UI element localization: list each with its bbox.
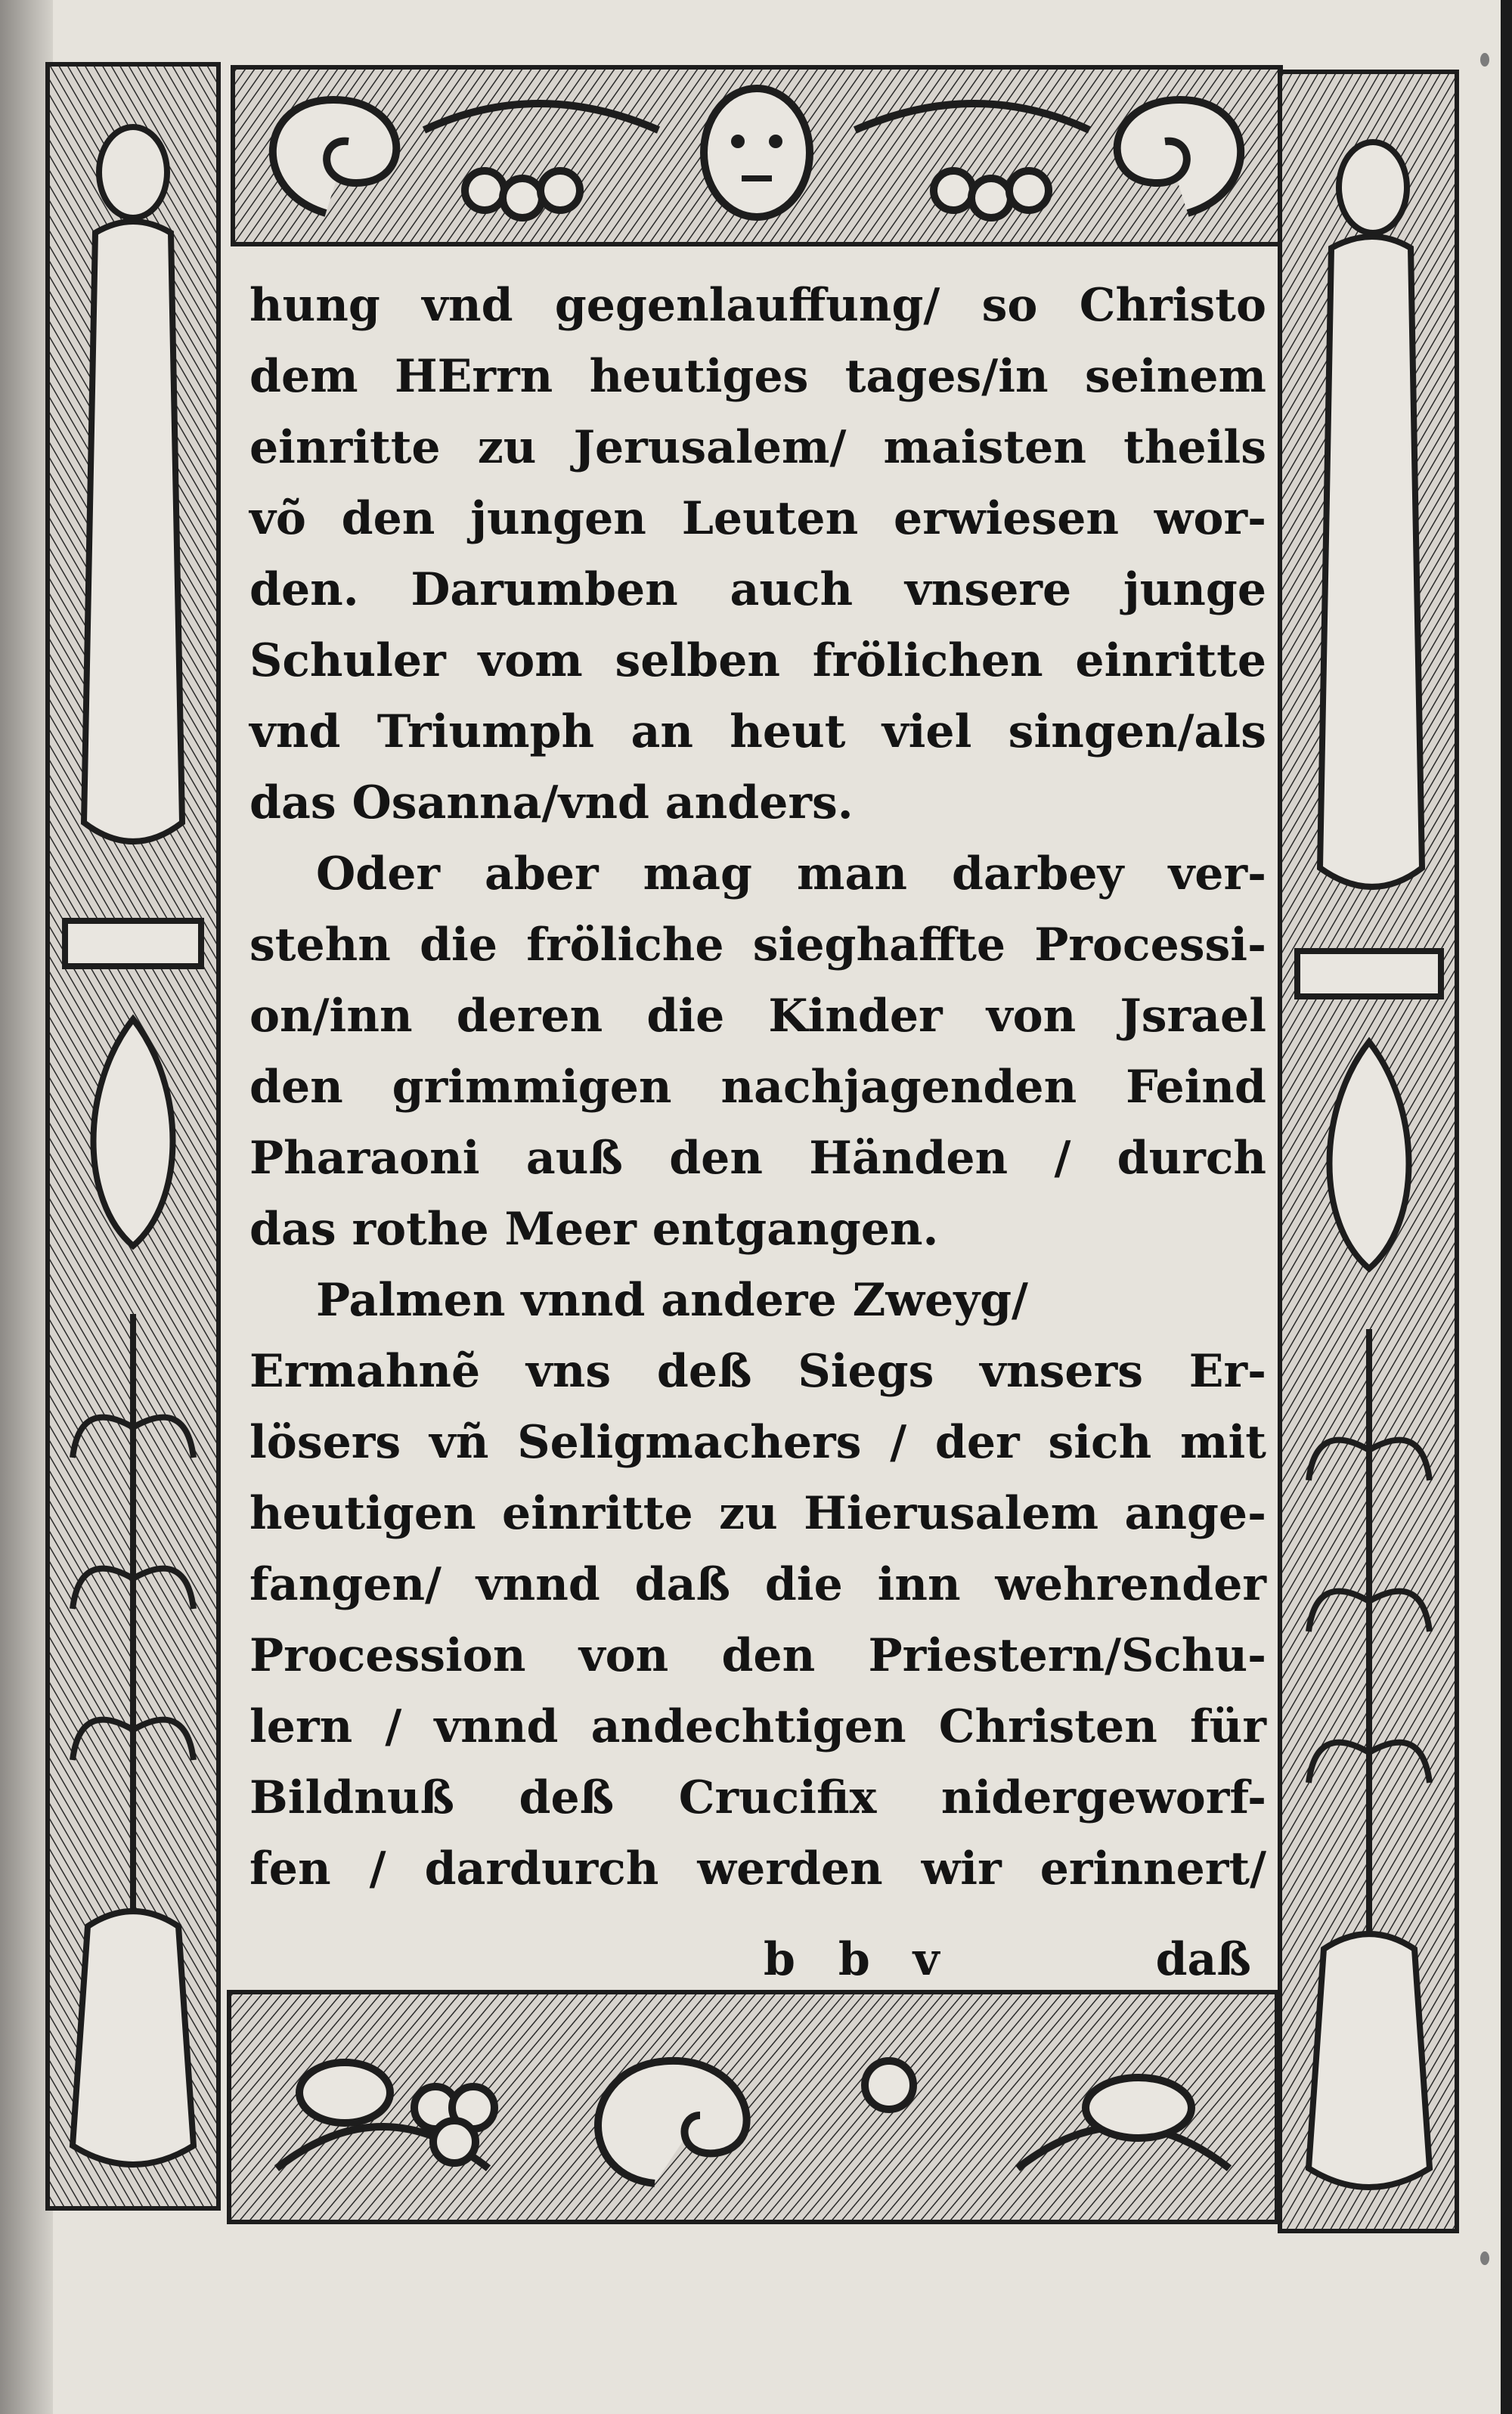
- text-line: Bildnuß deß Crucifix nidergeworf-: [249, 1771, 1266, 1824]
- text-line: võ den jungen Leuten erwiesen wor-: [249, 492, 1266, 545]
- page-footer: [249, 1928, 1266, 1991]
- text-line: Schuler vom selben frölichen einritte: [249, 634, 1266, 687]
- text-line: dem HErrn heutiges tages/in seinem: [249, 350, 1266, 403]
- text-line: Procession von den Priestern/Schu-: [249, 1629, 1266, 1682]
- text-line: das Osanna/vnd anders.: [249, 776, 854, 829]
- text-line: on/inn deren die Kinder von Jsrael: [249, 990, 1266, 1043]
- pin-hole: [1480, 53, 1489, 67]
- text-line: lern / vnnd andechtigen Christen für: [249, 1700, 1266, 1753]
- text-line: das rothe Meer entgangen.: [249, 1203, 939, 1256]
- text-line: Ermahnẽ vns deß Siegs vnsers Er-: [249, 1345, 1266, 1398]
- text-line: heutigen einritte zu Hierusalem ange-: [249, 1487, 1266, 1540]
- woodcut-border-bottom: [227, 1990, 1279, 2224]
- woodcut-border-left: [45, 62, 221, 2211]
- catchword: daß: [1155, 1933, 1251, 1986]
- text-line: vnd Triumph an heut viel singen/als: [249, 705, 1266, 758]
- woodcut-border-right: [1278, 70, 1459, 2233]
- text-line: stehn die fröliche sieghaffte Processi-: [249, 919, 1266, 971]
- text-line: einritte zu Jerusalem/ maisten theils: [249, 421, 1266, 474]
- woodcut-border-top: [231, 65, 1283, 246]
- pin-hole: [1480, 2251, 1489, 2265]
- ornament-figure-and-vase: [50, 67, 216, 2206]
- paragraph-start: Palmen vnnd andere Zweyg/: [316, 1274, 1028, 1327]
- ornament-figure-and-vase: [1282, 74, 1455, 2229]
- ornament-scrollwork-animals: [231, 1994, 1275, 2220]
- text-line: den. Darumben auch vnsere junge: [249, 563, 1266, 616]
- ornament-scrollwork-face: [235, 70, 1278, 242]
- text-line: fangen/ vnnd daß die inn wehrender: [249, 1558, 1266, 1611]
- text-line: lösers vñ Seligmachers / der sich mit: [249, 1416, 1266, 1469]
- paragraph-start: Oder aber mag man darbey ver-: [316, 848, 1266, 900]
- text-line: den grimmigen nachjagenden Feind: [249, 1061, 1266, 1114]
- signature-mark: b b v: [764, 1933, 953, 1986]
- text-line: hung vnd gegenlauffung/ so Christo: [249, 279, 1266, 332]
- text-line: Pharaoni auß den Händen / durch: [249, 1132, 1266, 1185]
- text-line: fen / dardurch werden wir erinnert/: [249, 1842, 1266, 1895]
